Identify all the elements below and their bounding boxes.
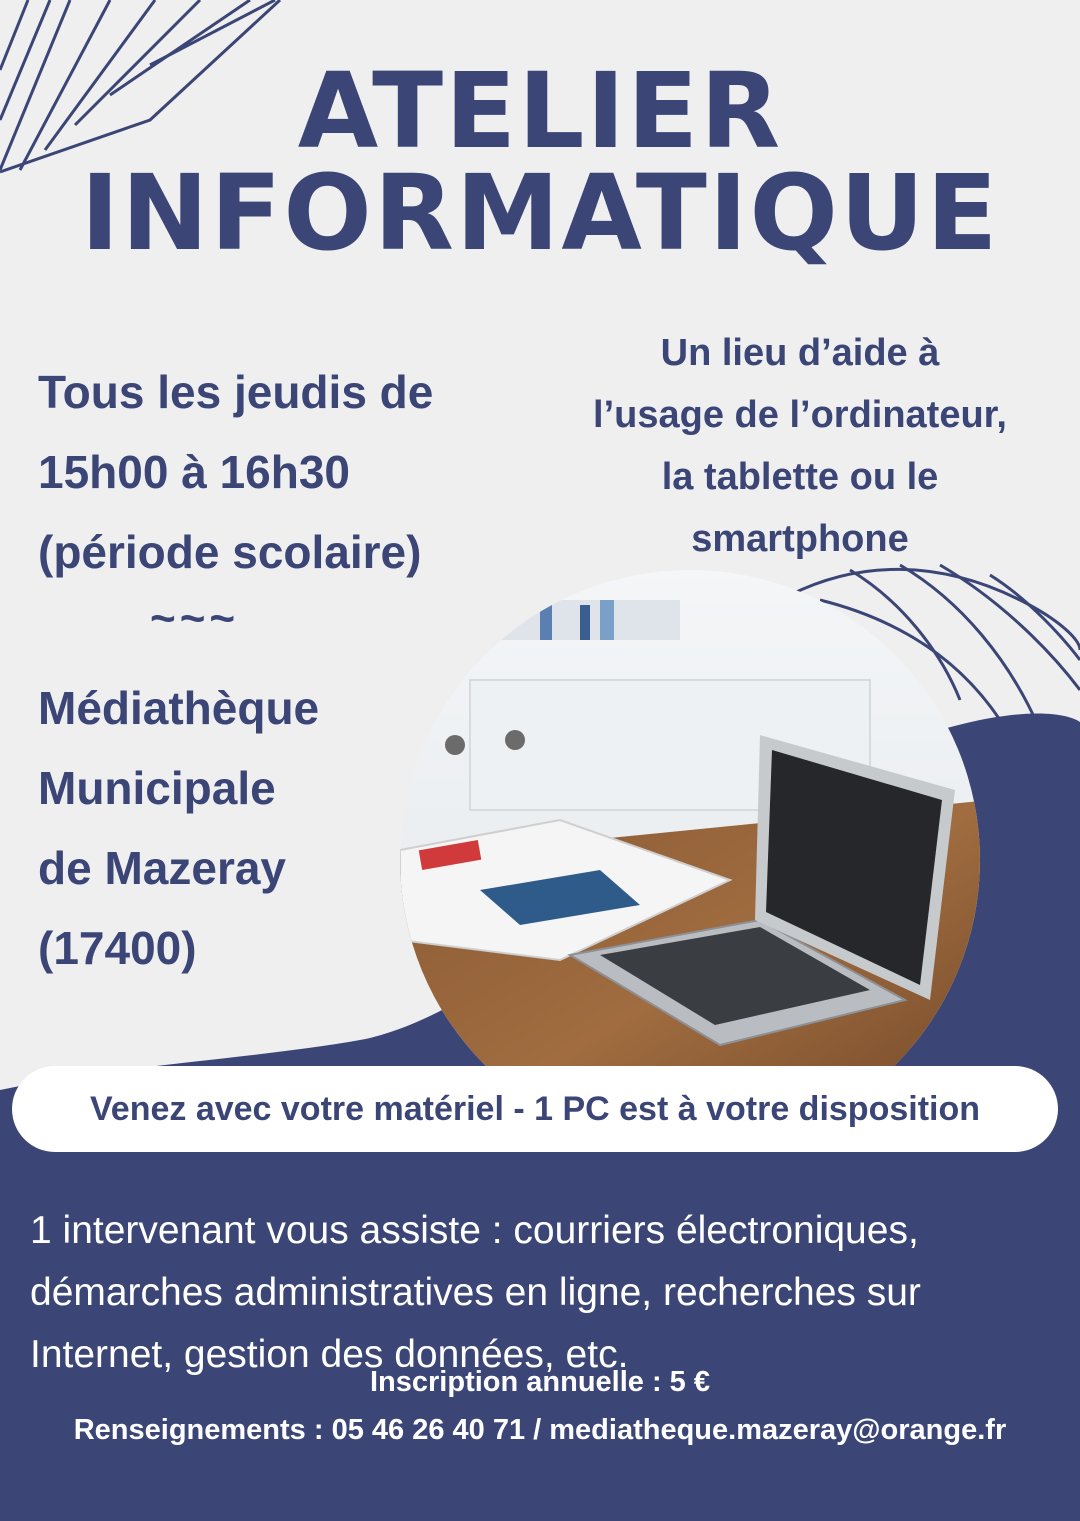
- help-line-1: Un lieu d’aide à: [660, 332, 940, 374]
- title-line-2: INFORMATIQUE: [80, 152, 1000, 274]
- help-description: [555, 322, 1045, 570]
- schedule-line-1: Tous les jeudis de: [38, 366, 434, 418]
- title-line-1: ATELIER: [297, 50, 783, 172]
- separator: ~~~: [150, 594, 240, 643]
- help-line-2: l’usage de l’ordinateur,: [593, 394, 1007, 436]
- services-description: [30, 1200, 1060, 1386]
- schedule: [38, 352, 433, 592]
- location-line-4: (17400): [38, 922, 197, 974]
- location-line-1: Médiathèque: [38, 682, 320, 734]
- help-line-3: la tablette ou le: [661, 456, 939, 498]
- services-line-1: 1 intervenant vous assiste : courriers électroniques,: [30, 1209, 919, 1252]
- services-line-2: démarches administratives en ligne, recherches sur: [30, 1271, 921, 1314]
- location: [38, 668, 319, 988]
- schedule-line-2: 15h00 à 16h30: [38, 446, 351, 498]
- equipment-banner: Venez avec votre matériel - 1 PC est à votre disposition: [12, 1066, 1058, 1152]
- contact-info: Renseignements : 05 46 26 40 71 / mediatheque.mazeray@orange.fr: [73, 1414, 1007, 1446]
- location-line-2: Municipale: [38, 762, 276, 814]
- services-line-3: Internet, gestion des données, etc.: [30, 1333, 629, 1376]
- location-line-3: de Mazeray: [38, 842, 287, 894]
- registration-fee: Inscription annuelle : 5 €: [369, 1366, 710, 1398]
- schedule-line-3: (période scolaire): [38, 526, 422, 578]
- help-line-4: smartphone: [691, 518, 909, 560]
